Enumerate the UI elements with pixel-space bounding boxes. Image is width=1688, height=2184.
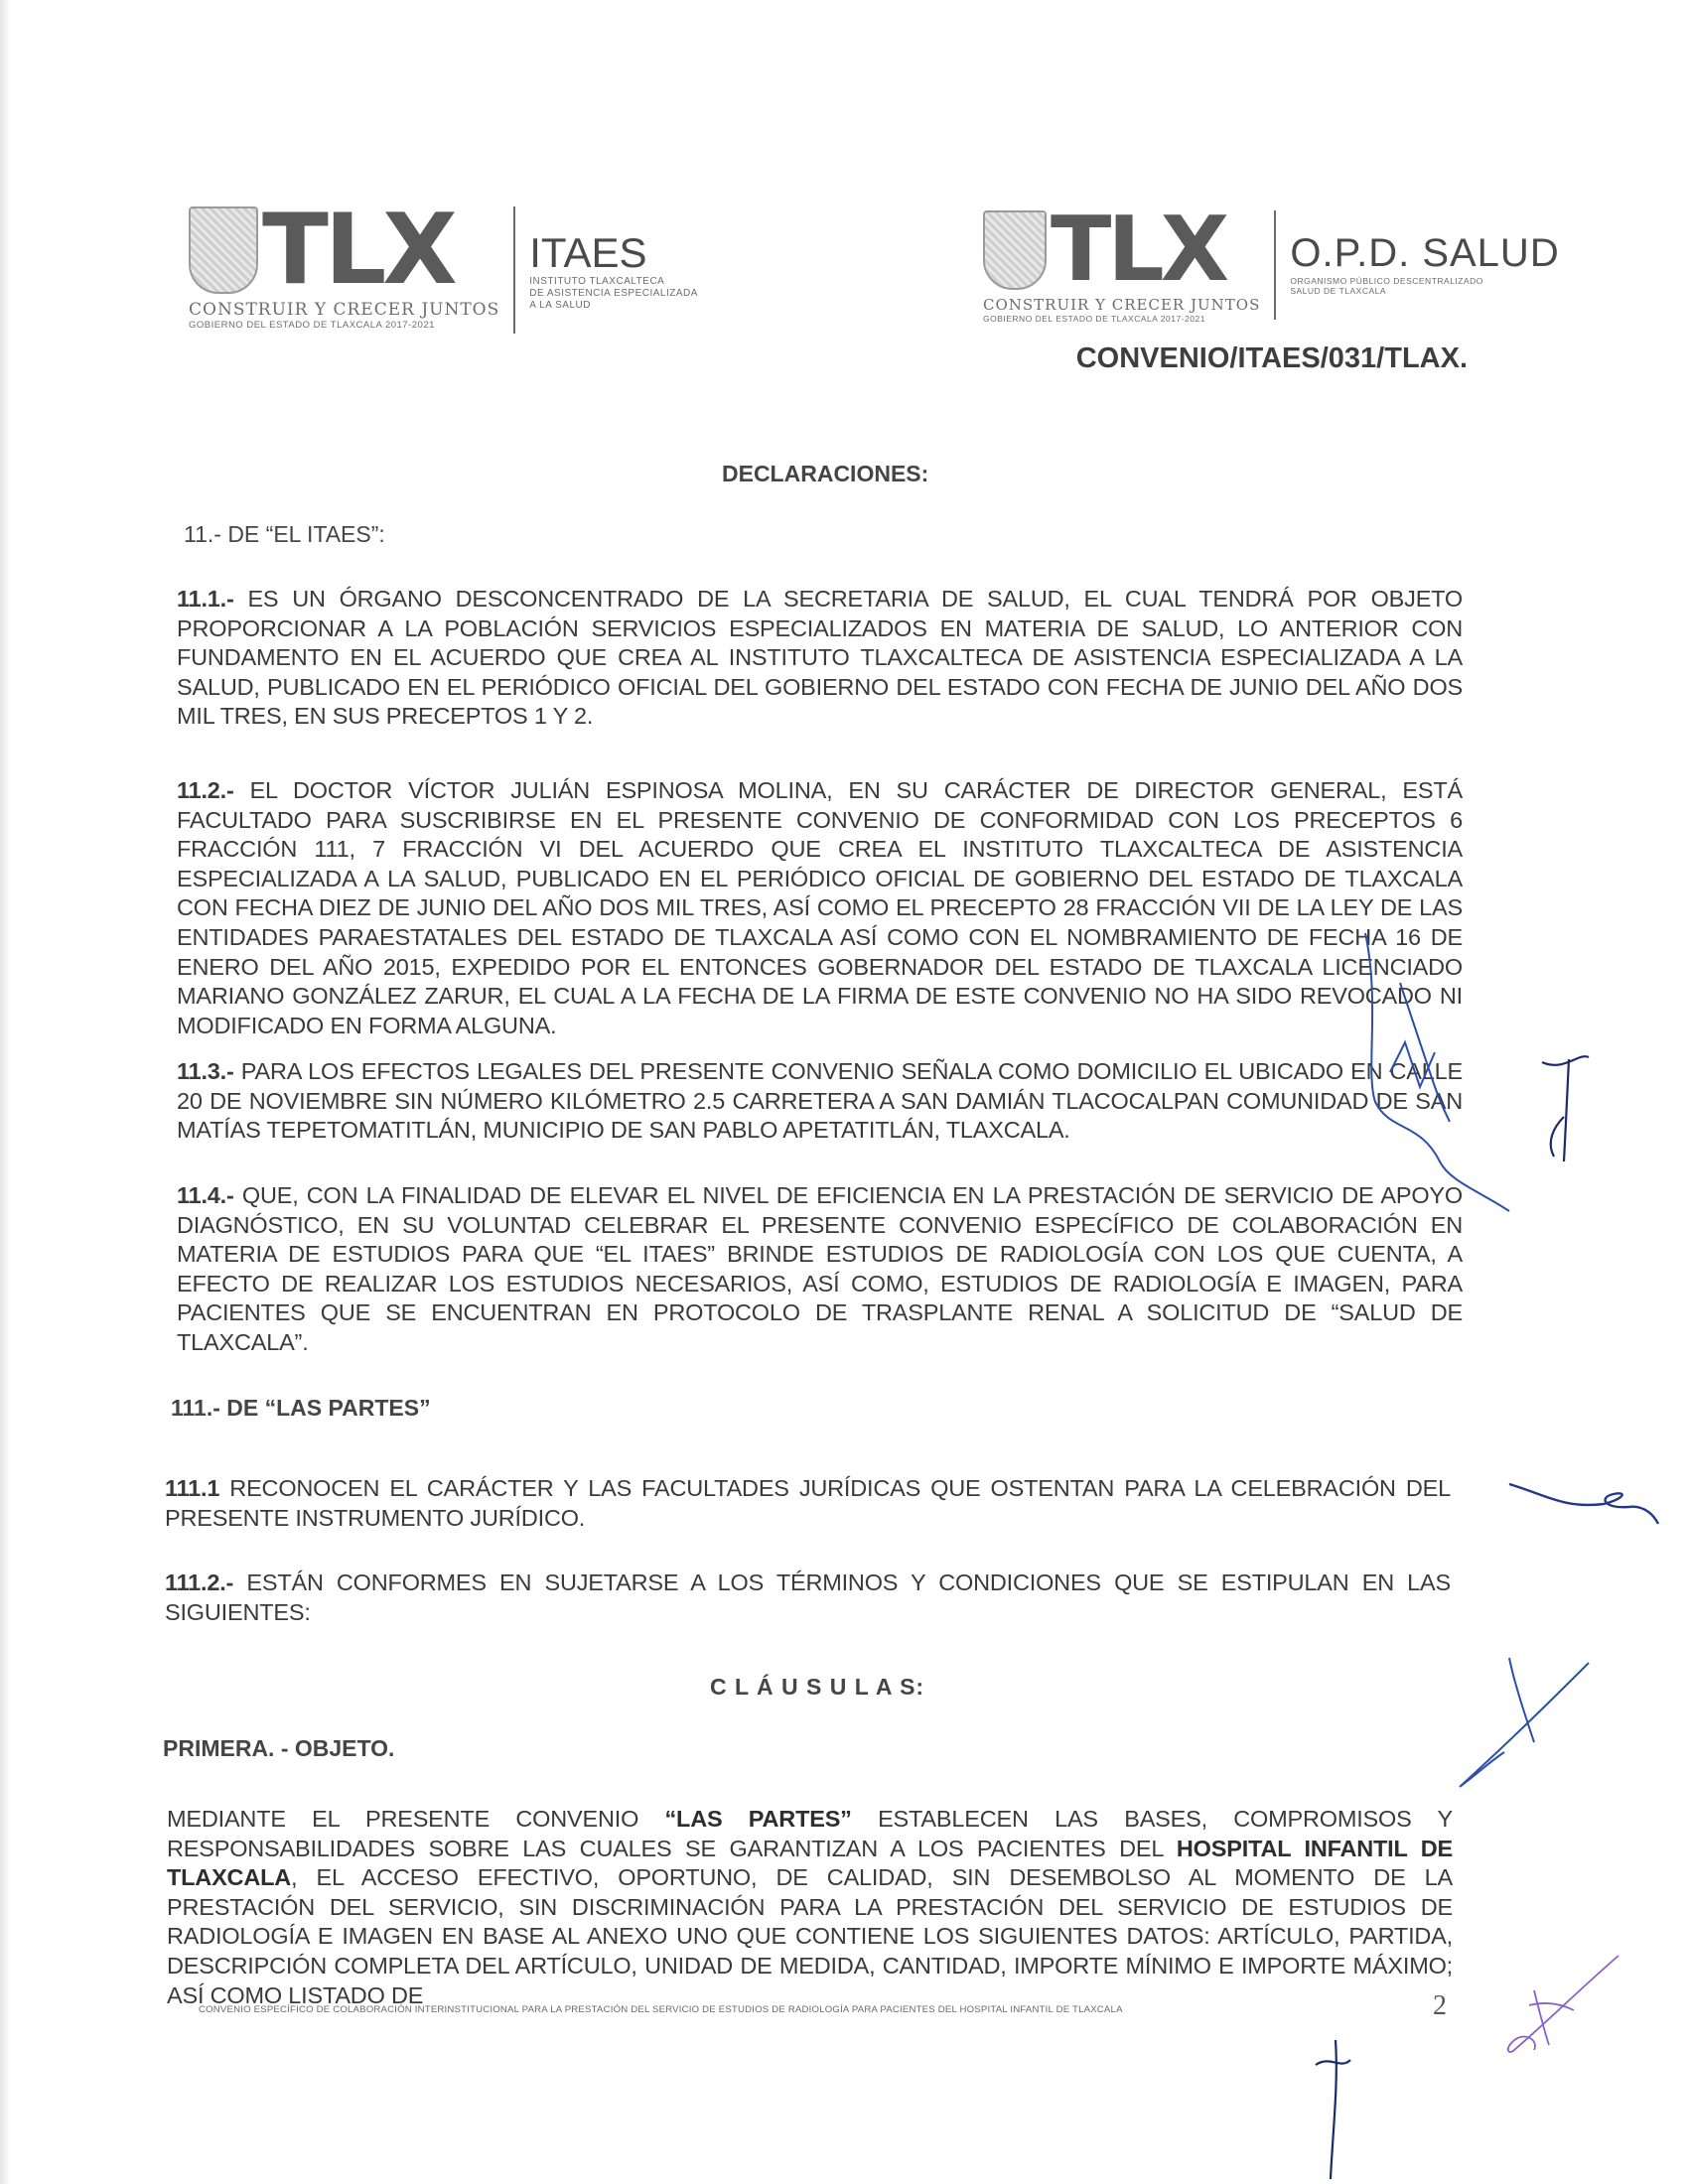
section-ii-heading: 11.- DE “EL ITAES”: <box>184 521 385 547</box>
initials-mark-5 <box>1311 2035 1360 2184</box>
primera-heading: PRIMERA. - OBJETO. <box>163 1735 395 1761</box>
tlx-wordmark: TLX <box>262 194 454 307</box>
opd-salud-name: O.P.D. SALUD <box>1290 231 1560 275</box>
paragraph-primera: MEDIANTE EL PRESENTE CONVENIO “LAS PARTES” ESTABLECEN LAS BASES, COMPROMISOS Y RESPONSABILIDADES SOBRE LAS CUALES SE GARANTIZAN A LOS PACIENTES DEL HOSPITAL INFANTIL DE TLAXCALA, EL ACCESO EFECTIVO, OPORTUNO, DE CALIDAD, SIN DESEMBOLSO AL MOMENTO DE LA PRESTACIÓN DEL SERVICIO, SIN DISCRIMINACIÓN PARA LA PRESTACIÓN DEL SERVICIO DE ESTUDIOS DE RADIOLOGÍA E IMAGEN EN BASE AL ANEXO UNO QUE CONTIENE LOS SIGUIENTES DATOS: ARTÍCULO, PARTIDA, DESCRIPCIÓN COMPLETA DEL ARTÍCULO, UNIDAD DE MEDIDA, CANTIDAD, IMPORTE MÍNIMO E IMPORTE MÁXIMO; ASÍ COMO LISTADO DE <box>167 1806 1453 2008</box>
convenio-number: CONVENIO/ITAES/031/TLAX. <box>1075 342 1468 374</box>
initials-mark-2 <box>1504 1469 1663 1529</box>
paragraph-ii-2: 11.2.- EL DOCTOR VÍCTOR JULIÁN ESPINOSA MOLINA, EN SU CARÁCTER DE DIRECTOR GENERAL, ESTÁ FACULTADO PARA SUSCRIBIRSE EN EL PRESENTE CONVENIO DE CONFORMIDAD CON LOS PRECEPTOS 6 FRACCIÓN 111, 7 FRACCIÓN VI DEL ACUERDO QUE CREA EL INSTITUTO TLAXCALTECA DE ASISTENCIA ESPECIALIZADA A LA SALUD, PUBLICADO EN EL PERIÓDICO OFICIAL DE GOBIERNO DEL ESTADO DE TLAXCALA CON FECHA DIEZ DE JUNIO DEL AÑO DOS MIL TRES, ASÍ COMO EL PRECEPTO 28 FRACCIÓN VII DE LA LEY DE LAS ENTIDADES PARAESTATALES DEL ESTADO DE TLAXCALA ASÍ COMO CON EL NOMBRAMIENTO DE FECHA 16 DE ENERO DEL AÑO 2015, EXPEDIDO POR EL ENTONCES GOBERNADOR DEL ESTADO DE TLAXCALA LICENCIADO MARIANO GONZÁLEZ ZARUR, EL CUAL A LA FECHA DE LA FIRMA DE ESTE CONVENIO NO HA SIDO REVOCADO NI MODIFICADO EN FORMA ALGUNA. <box>177 777 1463 1038</box>
logo-tagline: CONSTRUIR Y CRECER JUNTOS <box>189 300 500 320</box>
logo-divider <box>513 206 515 334</box>
tlaxcala-crest-icon <box>983 210 1047 290</box>
signature-scribble-1 <box>1360 923 1559 1221</box>
tlx-logo-block <box>189 194 500 331</box>
section-iii-heading: 111.- DE “LAS PARTES” <box>171 1395 431 1421</box>
logo-gobierno: GOBIERNO DEL ESTADO DE TLAXCALA 2017-2021 <box>983 314 1205 324</box>
paragraph-ii-1: 11.1.- ES UN ÓRGANO DESCONCENTRADO DE LA SECRETARIA DE SALUD, EL CUAL TENDRÁ POR OBJETO PROPORCIONAR A LA POBLACIÓN SERVICIOS ESPECIALIZADOS EN MATERIA DE SALUD, LO ANTERIOR CON FUNDAMENTO EN EL ACUERDO QUE CREA AL INSTITUTO TLAXCALTECA DE ASISTENCIA ESPECIALIZADA A LA SALUD, PUBLICADO EN EL PERIÓDICO OFICIAL DEL GOBIERNO DEL ESTADO CON FECHA DE JUNIO DEL AÑO DOS MIL TRES, EN SUS PRECEPTOS 1 Y 2. <box>177 586 1463 730</box>
paragraph-ii-3: 11.3.- PARA LOS EFECTOS LEGALES DEL PRESENTE CONVENIO SEÑALA COMO DOMICILIO EL UBICADO EN CALLE 20 DE NOVIEMBRE SIN NÚMERO KILÓMETRO 2.5 CARRETERA A SAN DAMIÁN TLACOCALPAN COMUNIDAD DE SAN MATÍAS TEPETOMATITLÁN, MUNICIPIO DE SAN PABLO APETATITLÁN, TLAXCALA. <box>177 1058 1463 1144</box>
itaes-subtitle: INSTITUTO TLAXCALTECA DE ASISTENCIA ESPECIALIZADA A LA SALUD <box>529 276 698 311</box>
clausulas-title: C L Á U S U L A S: <box>710 1674 925 1700</box>
tlx-wordmark: TLX <box>1051 198 1226 302</box>
itaes-name: ITAES <box>529 229 647 276</box>
paragraph-iii-1: 111.1 RECONOCEN EL CARÁCTER Y LAS FACULTADES JURÍDICAS QUE OSTENTAN PARA LA CELEBRACIÓN DEL PRESENTE INSTRUMENTO JURÍDICO. <box>165 1475 1451 1531</box>
logo-gobierno: GOBIERNO DEL ESTADO DE TLAXCALA 2017-2021 <box>189 320 435 331</box>
logo-divider <box>1274 210 1276 320</box>
opd-salud-subtitle: ORGANISMO PÚBLICO DESCENTRALIZADO SALUD DE TLAXCALA <box>1290 276 1483 296</box>
declaraciones-title: DECLARACIONES: <box>722 461 929 486</box>
page-number: 2 <box>1433 1990 1447 2021</box>
initials-mark-1 <box>1534 1047 1604 1166</box>
paragraph-iii-2: 111.2.- ESTÁN CONFORMES EN SUJETARSE A LOS TÉRMINOS Y CONDICIONES QUE SE ESTIPULAN EN LAS SIGUIENTES: <box>165 1570 1451 1625</box>
opd-salud-logo <box>983 198 1560 324</box>
footer-text: CONVENIO ESPECÍFICO DE COLABORACIÓN INTERINSTITUCIONAL PARA LA PRESTACIÓN DEL SERVICIO DE ESTUDIOS DE RADIOLOGÍA PARA PACIENTES DEL HOSPITAL INFANTIL DE TLAXCALA <box>199 2004 1123 2015</box>
opd-name-block <box>1290 210 1559 296</box>
paragraph-ii-4: 11.4.- QUE, CON LA FINALIDAD DE ELEVAR EL NIVEL DE EFICIENCIA EN LA PRESTACIÓN DE SERVICIO DE APOYO DIAGNÓSTICO, EN SU VOLUNTAD CELEBRAR EL PRESENTE CONVENIO ESPECÍFICO DE COLABORACIÓN EN MATERIA DE ESTUDIOS PARA QUE “EL ITAES” BRINDE ESTUDIOS DE RADIOLOGÍA CON LOS QUE CUENTA, A EFECTO DE REALIZAR LOS ESTUDIOS NECESARIOS, ASÍ COMO, ESTUDIOS DE RADIOLOGÍA E IMAGEN, PARA PACIENTES QUE SE ENCUENTRAN EN PROTOCOLO DE TRASPLANTE RENAL A SOLICITUD DE “SALUD DE TLAXCALA”. <box>177 1182 1463 1355</box>
initials-mark-4 <box>1494 1951 1623 2060</box>
itaes-logo <box>189 194 698 334</box>
logo-tagline: CONSTRUIR Y CRECER JUNTOS <box>983 296 1261 314</box>
itaes-name-block <box>529 206 698 312</box>
tlx-logo-block <box>983 198 1261 324</box>
page-scan-edge <box>0 0 10 2184</box>
initials-mark-3 <box>1450 1653 1599 1792</box>
tlaxcala-crest-icon <box>189 206 258 294</box>
